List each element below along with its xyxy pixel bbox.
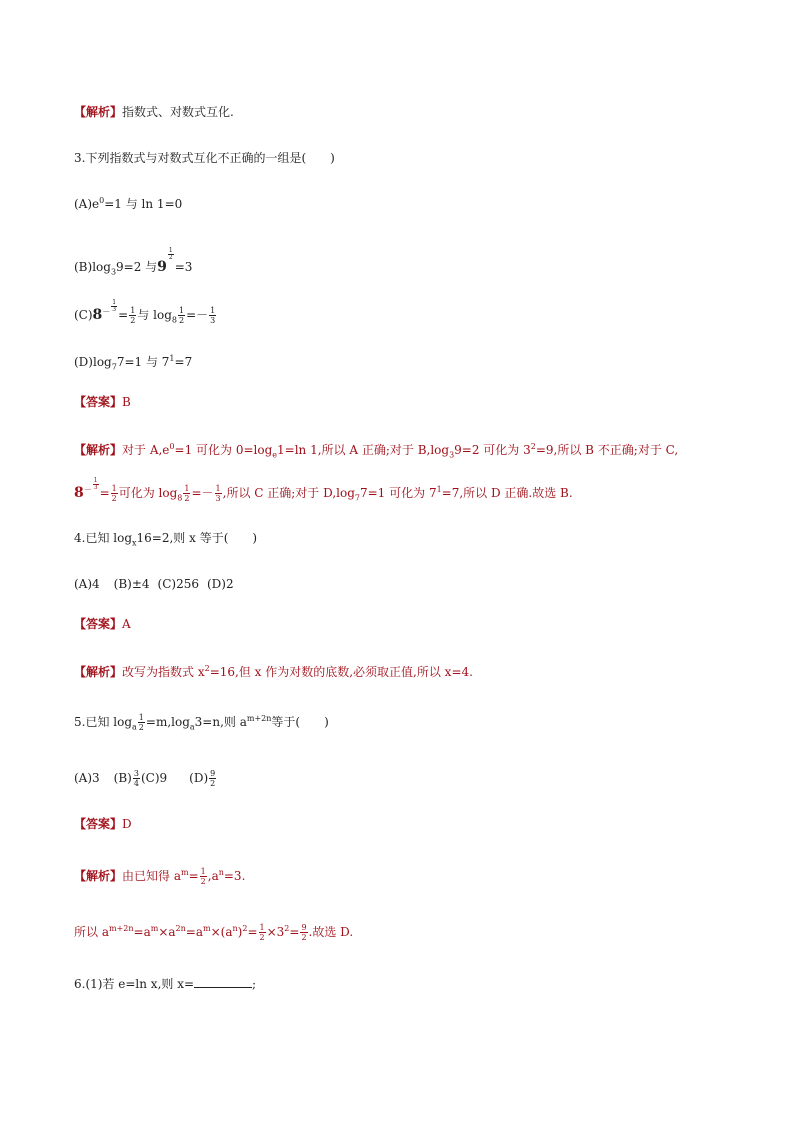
q4-option-d: (D)2 bbox=[207, 577, 234, 591]
q3-option-a: $(A)e^0=1$ 与 ln 1=0 bbox=[74, 196, 183, 211]
q3-option-d: $(D)\log_77=1$ 与 $7^1=7$ bbox=[74, 354, 193, 372]
explanation-tag: 【解析】 bbox=[74, 869, 123, 883]
q5-answer: 【答案】D bbox=[74, 817, 132, 831]
explanation-tag: 【解析】 bbox=[74, 105, 123, 119]
q4-stem: 4.已知 $\log_x16=2$,则 x 等于( ) bbox=[74, 531, 258, 548]
q3-option-b: $(B)\log_39=2$ 与9 $\frac{1}{2}$ =3 bbox=[74, 247, 193, 277]
q2-explanation bbox=[74, 102, 234, 122]
q4-option-a: (A)4 bbox=[74, 577, 100, 591]
q4-answer: 【答案】A bbox=[74, 617, 131, 631]
q3-option-c: (C)8－ $\frac{1}{3}$ = $\frac{1}{2}$ 与 $\log_8$ $\frac{1}{2}$ =－ $\frac{1}{3}$ bbox=[74, 299, 216, 325]
answer-tag: 【答案】 bbox=[74, 395, 123, 409]
q5-stem: 5.已知 $\log_a$ $\frac{1}{2}$ $=m,\log_a3=n$,则 $a^{m+2n}$等于( ) bbox=[74, 713, 329, 732]
q4-option-c: (C)256 bbox=[157, 577, 199, 591]
answer-tag: 【答案】 bbox=[74, 617, 123, 631]
q3-stem: 3.下列指数式与对数式互化不正确的一组是( ) bbox=[74, 151, 335, 165]
q4-explanation: 【解析】改写为指数式 $x^2=16$,但 x 作为对数的底数,必须取正值,所以 x=4. bbox=[74, 664, 473, 679]
q4-option-b: (B)±4 bbox=[113, 577, 150, 591]
q5-options: (A)3 (B) $\frac{3}{4}$ (C)9 (D) $\frac{9}{2}$ bbox=[74, 769, 216, 788]
q3-explanation-line-1: 【解析】对于 $A,e^0=1$ 可化为 $0=\log_e1=\ln$ 1,所以 A 正确;对于 $B,\log_39=2$ 可化为 $3^2=9$,所以 B 不正确;对于 C, bbox=[74, 442, 679, 460]
q4-options bbox=[74, 574, 234, 594]
q5-explanation-line-2: 所以 $a^{m+2n}=a^m\times a^{2n}=a^m\times(a^n)^2=$ $\frac{1}{2}$ $\times 3^2=$ $\frac{9}{2}$ .故选 D. bbox=[74, 923, 354, 942]
explanation-text: 指数式、对数式互化. bbox=[122, 105, 234, 119]
q3-answer: 【答案】B bbox=[74, 395, 131, 409]
explanation-tag: 【解析】 bbox=[74, 665, 123, 679]
answer-tag: 【答案】 bbox=[74, 817, 123, 831]
explanation-tag: 【解析】 bbox=[74, 443, 123, 457]
q3-explanation-line-2: 8－ $\frac{1}{3}$ = $\frac{1}{2}$ 可化为 $\log_8$ $\frac{1}{2}$ =－ $\frac{1}{3}$ ,所以 C 正确;对于 $D,\log_77=1$ 可化为 $7^1=7$,所以 D 正确.故选 B. bbox=[74, 477, 573, 503]
q5-explanation-line-1: 【解析】由已知得 $a^m=$ $\frac{1}{2}$ $,a^n=3$. bbox=[74, 867, 246, 886]
q6-stem: 6.(1)若 e=ln x,则 x= ; bbox=[74, 977, 257, 991]
answer-blank[interactable] bbox=[194, 975, 252, 988]
